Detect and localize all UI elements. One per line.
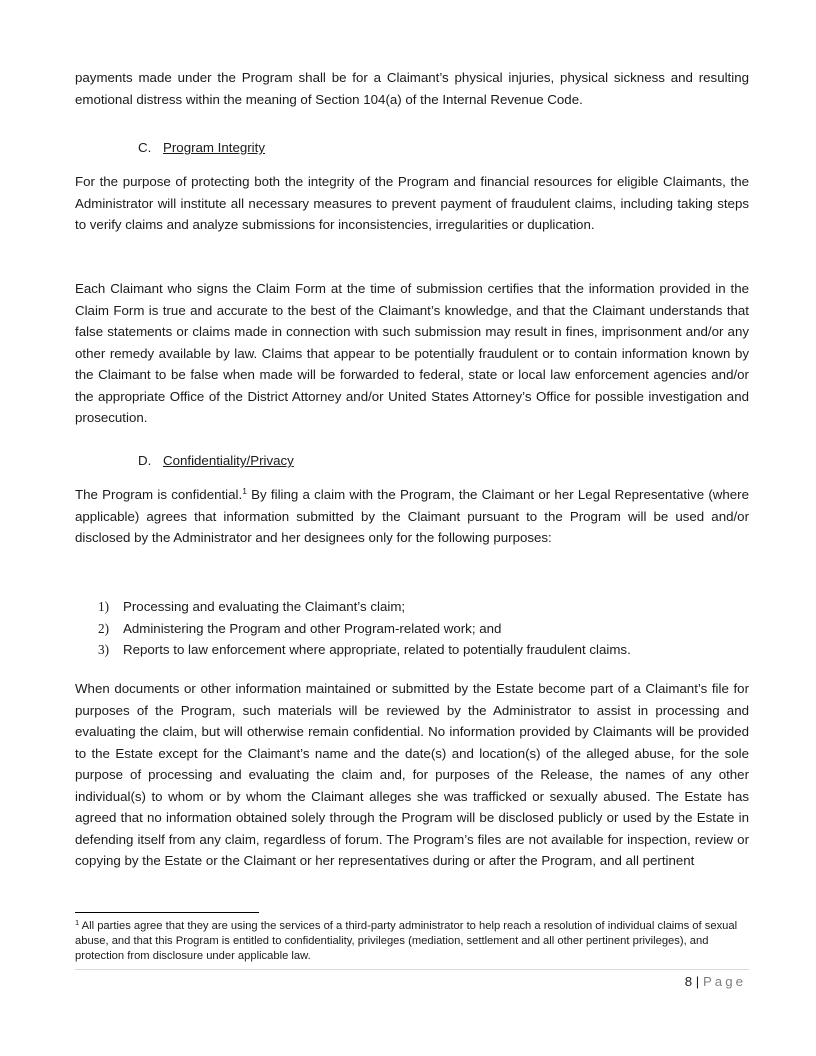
footnote-reference: 1 [242,486,247,496]
page-number-value: 8 [684,974,693,989]
purposes-list [98,596,748,661]
footnote [75,919,749,964]
section-heading-confidentiality [138,450,294,472]
list-text: Processing and evaluating the Claimant’s claim; [123,599,406,614]
list-number: 2) [98,620,110,636]
list-number: 1) [98,599,110,614]
list-text: Administering the Program and other Program-related work; and [123,620,502,636]
text: The Program is confidential. [75,487,243,502]
footer-divider [75,969,749,970]
list-item [98,596,748,618]
paragraph-claim-certification: Each Claimant who signs the Claim Form at the time of submission certifies that the information provided in the Claim Form is true and accurate to the best of the Claimant’s knowledge, and that the Claimant understands that false statements or claims made in connection with such submission may result in fines, imprisonment and/or any other remedy available by law. Claims that appear to be potentially fraudulent or to contain information known by the Claimant to be false when made will be forwarded to federal, state or local law enforcement agencies and/or the appropriate Office of the District Attorney and/or United States Attorney’s Office for possible investigation and prosecution. [75,281,749,425]
list-item [98,618,748,640]
section-letter: C. [138,140,152,155]
footnote-separator [75,912,259,913]
footnote-marker: 1 [75,918,80,927]
section-title: Confidentiality/Privacy [163,453,294,468]
page-separator: | [692,974,703,989]
list-number: 3) [98,642,110,657]
paragraph-tax-treatment: payments made under the Program shall be for a Claimant’s physical injuries, physical sickness and resulting emotional distress within the meaning of Section 104(a) of the Internal Revenue Code. [75,70,749,107]
paragraph-estate-documents: When documents or other information maintained or submitted by the Estate become part of a Claimant’s file for purposes of the Program, such materials will be reviewed by the Administrator to assist in processing and evaluating the claim, but will otherwise remain confidential. No information provided by Claimants will be provided to the Estate except for the Claimant’s name and the date(s) and location(s) of the alleged abuse, for the sole purpose of processing and evaluating the claim and, for purposes of the Release, the names of any other individual(s) to whom or by whom the Claimant alleges she was trafficked or sexually abused. The Estate has agreed that no information obtained solely through the Program will be disclosed publicly or used by the Estate in defending itself from any claim, regardless of forum. The Program’s files are not available for inspection, review or copying by the Estate or the Claimant or her representatives during or after the Program, and all pertinent [75,681,749,868]
list-item [98,639,748,661]
list-text: Reports to law enforcement where appropriate, related to potentially fraudulent claims. [123,642,631,657]
paragraph-integrity-measures: For the purpose of protecting both the integrity of the Program and financial resources for eligible Claimants, the Administrator will institute all necessary measures to prevent payment of fraudulent claims, including taking steps to verify claims and analyze submissions for inconsistencies, irregularities or duplication. [75,174,749,232]
text: By filing a claim with the Program, the Claimant or her Legal Representative (where applicable) agrees that information submitted by the Claimant pursuant to the Program will be used and/or disclosed by the Administrator and her designees only for the following purposes: [75,487,749,545]
section-letter: D. [138,453,152,468]
footnote-text: All parties agree that they are using the services of a third-party administrator to help reach a resolution of individual claims of sexual abuse, and that this Program is entitled to confidentiality, privileges (mediation, settlement and all other pertinent privileges), and protection from disclosure under applicable law. [75,920,738,962]
paragraph-confidential-program [75,484,749,549]
section-heading-program-integrity [138,137,265,159]
page-label: Page [702,974,746,989]
page-number [685,972,746,992]
section-title: Program Integrity [163,140,265,155]
